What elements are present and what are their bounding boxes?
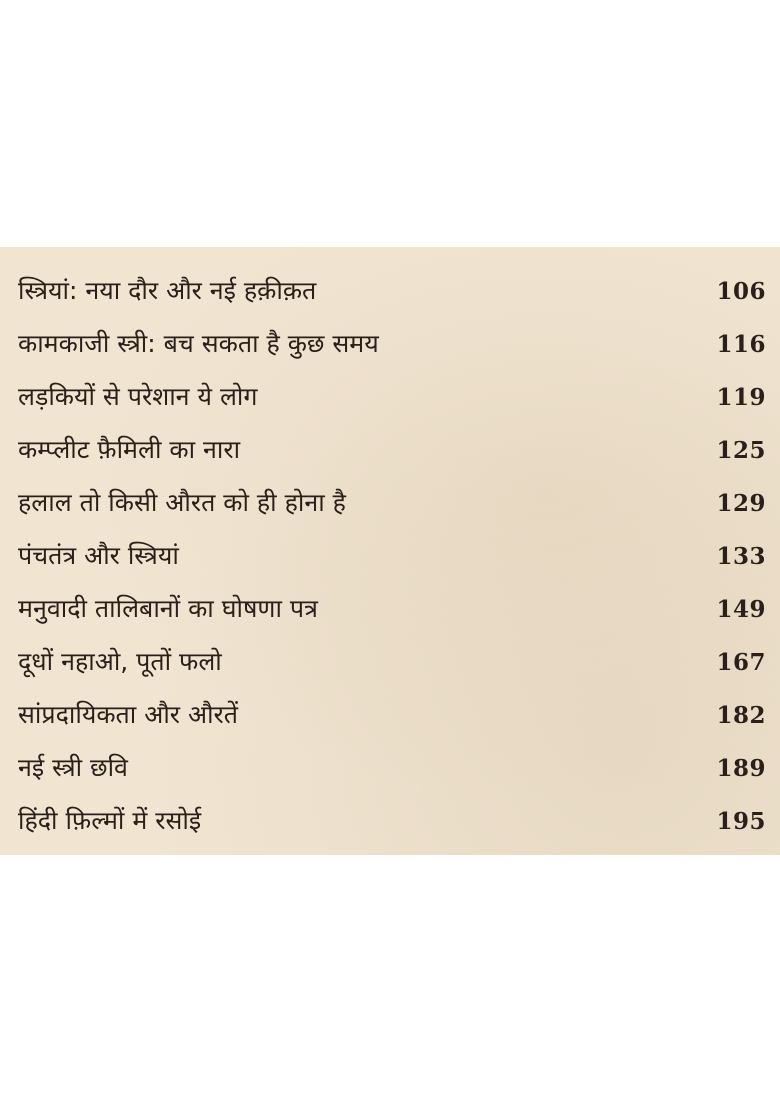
toc-entry[interactable]: [18, 532, 768, 580]
toc-entry-title: नई स्त्री छवि: [18, 753, 128, 782]
toc-entry-page: 119: [716, 384, 766, 411]
table-of-contents: [0, 247, 780, 855]
toc-entry-title: हिंदी फ़िल्मों में रसोई: [18, 806, 202, 835]
toc-entry[interactable]: [18, 691, 768, 739]
toc-entry-title: दूधों नहाओ, पूतों फलो: [18, 647, 222, 676]
toc-entry-page: 116: [716, 331, 766, 358]
toc-entry-page: 189: [716, 755, 766, 782]
toc-entry-page: 182: [716, 702, 766, 729]
toc-entry-page: 167: [716, 649, 766, 676]
scanned-page: [0, 247, 780, 855]
toc-entry[interactable]: [18, 426, 768, 474]
toc-entry-title: पंचतंत्र और स्त्रियां: [18, 541, 179, 570]
toc-entry-page: 129: [716, 490, 766, 517]
toc-entry-title: सांप्रदायिकता और औरतें: [18, 700, 238, 729]
toc-entry-title: कम्प्लीट फ़ैमिली का नारा: [18, 435, 241, 464]
toc-entry-page: 106: [716, 278, 766, 305]
toc-entry-title: मनुवादी तालिबानों का घोषणा पत्र: [18, 594, 318, 623]
toc-entry-page: 149: [716, 596, 766, 623]
toc-entry-title: कामकाजी स्त्री: बच सकता है कुछ समय: [18, 329, 379, 358]
toc-entry-page: 125: [716, 437, 766, 464]
toc-entry[interactable]: [18, 744, 768, 792]
toc-entry[interactable]: [18, 320, 768, 368]
toc-entry-page: 133: [716, 543, 766, 570]
toc-entry[interactable]: [18, 585, 768, 633]
toc-entry-title: स्त्रियां: नया दौर और नई हक़ीक़त: [18, 276, 317, 305]
toc-entry[interactable]: [18, 267, 768, 315]
toc-entry-title: हलाल तो किसी औरत को ही होना है: [18, 488, 346, 517]
toc-entry[interactable]: [18, 479, 768, 527]
toc-entry[interactable]: [18, 373, 768, 421]
toc-entry[interactable]: [18, 797, 768, 845]
toc-entry[interactable]: [18, 638, 768, 686]
toc-entry-page: 195: [716, 808, 766, 835]
toc-entry-title: लड़कियों से परेशान ये लोग: [18, 382, 258, 411]
